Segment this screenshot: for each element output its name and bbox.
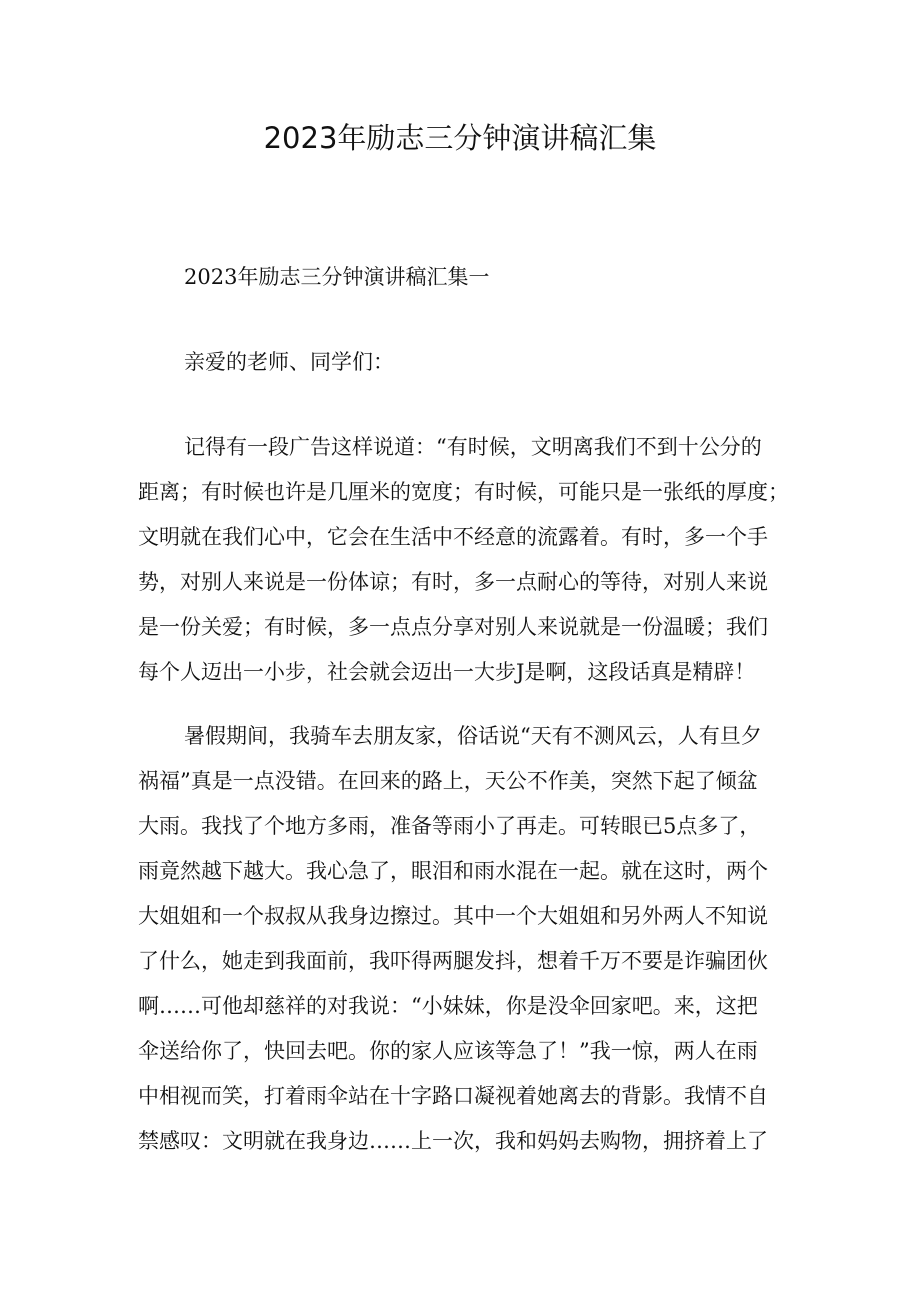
paragraph-line: 记得有一段广告这样说道：“有时候，文明离我们不到十公分的 xyxy=(184,435,762,459)
paragraph-2 xyxy=(138,714,798,1164)
section-subtitle xyxy=(138,255,798,300)
paragraph-line: 每个人迈出一小步，社会就会迈出一大步J是啊，这段话真是精辟！ xyxy=(138,660,756,684)
paragraph-line: 了什么，她走到我面前，我吓得两腿发抖，想着千万不要是诈骗团伙 xyxy=(138,949,768,973)
paragraph-line: 中相视而笑，打着雨伞站在十字路口凝视着她离去的背影。我情不自 xyxy=(138,1084,768,1108)
greeting-line: 亲爱的老师、同学们： xyxy=(184,350,394,374)
paragraph-line: 伞送给你了，快回去吧。你的家人应该等急了！”我一惊，两人在雨 xyxy=(138,1039,758,1063)
paragraph-line: 祸福”真是一点没错。在回来的路上，天公不作美，突然下起了倾盆 xyxy=(138,769,758,793)
paragraph-line: 势，对别人来说是一份体谅；有时，多一点耐心的等待，对别人来说 xyxy=(138,570,768,594)
paragraph-line: 啊……可他却慈祥的对我说：“小妹妹，你是没伞回家吧。来，这把 xyxy=(138,994,758,1018)
paragraph-1 xyxy=(138,425,798,695)
paragraph-line: 大雨。我找了个地方多雨，准备等雨小了再走。可转眼已5点多了， xyxy=(138,814,761,838)
document-title: 2023年励志三分钟演讲稿汇集 xyxy=(263,121,657,155)
paragraph-line: 文明就在我们心中，它会在生活中不经意的流露着。有时，多一个手 xyxy=(138,525,768,549)
paragraph-line: 禁感叹：文明就在我身边……上一次，我和妈妈去购物，拥挤着上了 xyxy=(138,1129,768,1153)
paragraph-line: 大姐姐和一个叔叔从我身边擦过。其中一个大姐姐和另外两人不知说 xyxy=(138,904,768,928)
paragraph-line: 距离；有时候也许是几厘米的宽度；有时候，可能只是一张纸的厚度； xyxy=(138,480,789,504)
paragraph-line: 是一份关爱；有时候，多一点点分享对别人来说就是一份温暖；我们 xyxy=(138,615,768,639)
greeting xyxy=(138,340,798,385)
subtitle-line: 2023年励志三分钟演讲稿汇集一 xyxy=(184,265,490,289)
paragraph-line: 暑假期间，我骑车去朋友家，俗话说“天有不测风云，人有旦夕 xyxy=(184,724,762,748)
paragraph-line: 雨竟然越下越大。我心急了，眼泪和雨水混在一起。就在这时，两个 xyxy=(138,859,768,883)
